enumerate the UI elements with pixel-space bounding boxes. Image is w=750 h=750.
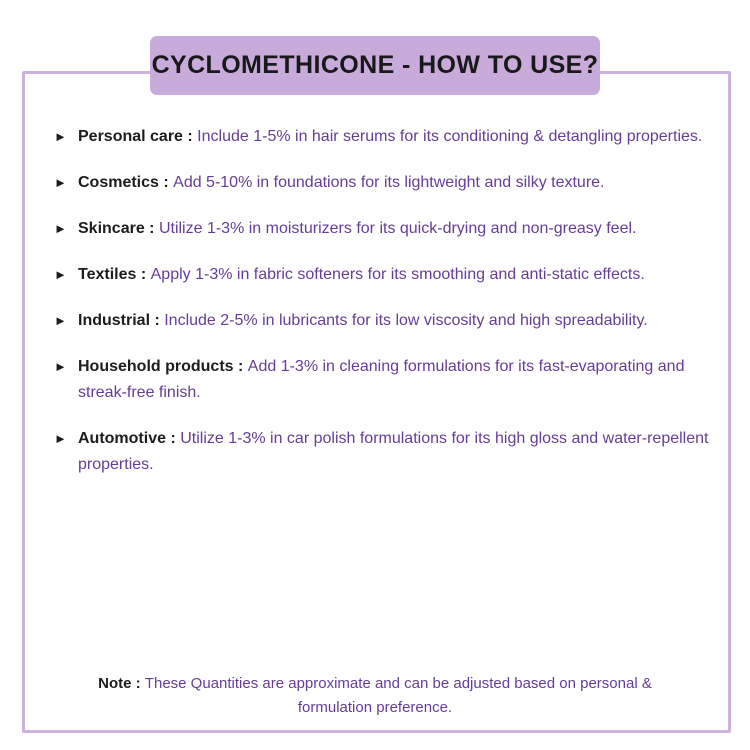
- usage-item-label: Household products :: [78, 358, 248, 375]
- bullet-arrow-icon: ►: [54, 313, 67, 328]
- usage-item-text: Include 2-5% in lubricants for its low viscosity and high spreadability.: [164, 312, 648, 329]
- usage-item-label: Skincare :: [78, 220, 159, 237]
- usage-item-household-products: [54, 354, 714, 406]
- usage-item-label: Industrial :: [78, 312, 165, 329]
- note-section: [65, 672, 685, 720]
- usage-item-text: Add 1-3% in cleaning formulations for its fast-evaporating and streak-free finish.: [78, 358, 685, 401]
- usage-item-industrial: [54, 308, 714, 334]
- bullet-arrow-icon: ►: [54, 267, 67, 282]
- usage-list: [54, 124, 714, 498]
- usage-item-text: Include 1-5% in hair serums for its conditioning & detangling properties.: [197, 128, 703, 145]
- usage-item-cosmetics: [54, 170, 714, 196]
- bullet-arrow-icon: ►: [54, 431, 67, 446]
- usage-item-label: Automotive :: [78, 430, 181, 447]
- usage-item-label: Cosmetics :: [78, 174, 174, 191]
- note-label: Note :: [98, 675, 145, 692]
- usage-item-text: Utilize 1-3% in car polish formulations for its high gloss and water-repellent properties.: [78, 430, 709, 473]
- usage-item-automotive: [54, 426, 714, 478]
- usage-item-text: Utilize 1-3% in moisturizers for its quick-drying and non-greasy feel.: [158, 220, 637, 237]
- note-text: These Quantities are approximate and can be adjusted based on personal & formulation preference.: [144, 675, 652, 716]
- page-title: CYCLOMETHICONE - HOW TO USE?: [151, 51, 599, 79]
- usage-item-label: Personal care :: [78, 128, 198, 145]
- title-banner: [150, 36, 600, 95]
- usage-item-text: Apply 1-3% in fabric softeners for its smoothing and anti-static effects.: [150, 266, 645, 283]
- bullet-arrow-icon: ►: [54, 129, 67, 144]
- usage-item-label: Textiles :: [78, 266, 151, 283]
- bullet-arrow-icon: ►: [54, 175, 67, 190]
- bullet-arrow-icon: ►: [54, 359, 67, 374]
- usage-item-textiles: [54, 262, 714, 288]
- usage-item-personal-care: [54, 124, 714, 150]
- usage-item-text: Add 5-10% in foundations for its lightweight and silky texture.: [173, 174, 605, 191]
- usage-item-skincare: [54, 216, 714, 242]
- bullet-arrow-icon: ►: [54, 221, 67, 236]
